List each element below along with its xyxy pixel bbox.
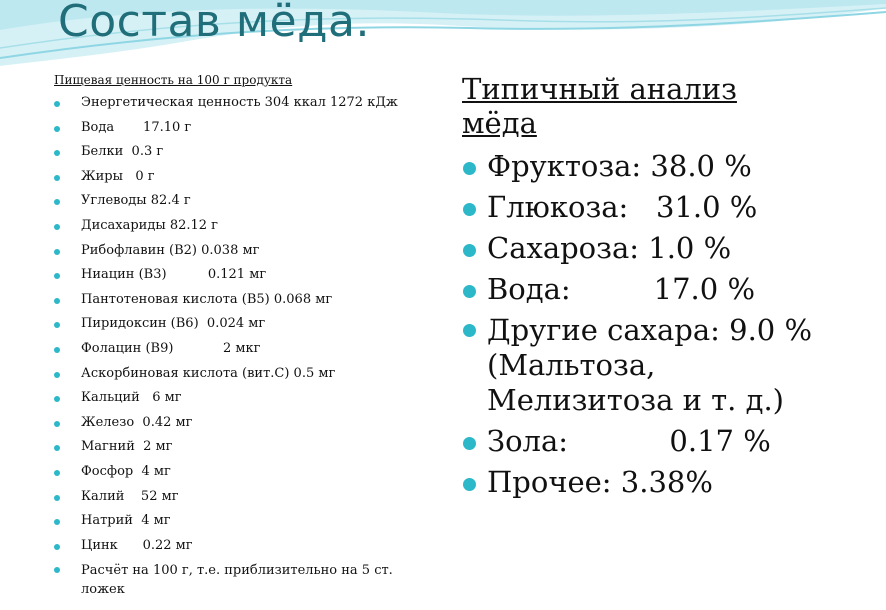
bullet-icon	[54, 175, 60, 181]
list-item: Фруктоза: 38.0 %	[460, 146, 880, 187]
bullet-icon	[54, 101, 60, 107]
nutrition-heading: Пищевая ценность на 100 г продукта	[54, 73, 293, 87]
analysis-list	[460, 146, 880, 503]
bullet-icon	[463, 437, 476, 450]
list-item: Цинк 0.22 мг	[50, 534, 440, 559]
list-item: Аскорбиновая кислота (вит.С) 0.5 мг	[50, 362, 440, 387]
bullet-icon	[463, 324, 476, 337]
list-item: Пиридоксин (B6) 0.024 мг	[50, 312, 440, 337]
list-item: Калий 52 мг	[50, 485, 440, 510]
bullet-icon	[54, 421, 60, 427]
bullet-icon	[54, 495, 60, 501]
bullet-icon	[463, 478, 476, 491]
bullet-icon	[54, 396, 60, 402]
list-item: Натрий 4 мг	[50, 509, 440, 534]
list-item: Углеводы 82.4 г	[50, 189, 440, 214]
bullet-icon	[54, 150, 60, 156]
list-item: Глюкоза: 31.0 %	[460, 187, 880, 228]
list-item: Жиры 0 г	[50, 165, 440, 190]
bullet-icon	[54, 298, 60, 304]
list-item: Дисахариды 82.12 г	[50, 214, 440, 239]
bullet-icon	[54, 470, 60, 476]
list-item: Энергетическая ценность 304 ккал 1272 кДж	[50, 91, 440, 116]
list-item: Пантотеновая кислота (B5) 0.068 мг	[50, 288, 440, 313]
list-item: Прочее: 3.38%	[460, 462, 880, 503]
slide-title: Состав мёда.	[58, 0, 370, 47]
bullet-icon	[54, 519, 60, 525]
list-item: Сахароза: 1.0 %	[460, 228, 880, 269]
bullet-icon	[54, 445, 60, 451]
list-item: Вода: 17.0 %	[460, 269, 880, 310]
list-item: Рибофлавин (B2) 0.038 мг	[50, 239, 440, 264]
bullet-icon	[463, 203, 476, 216]
bullet-icon	[54, 372, 60, 378]
list-item: Железо 0.42 мг	[50, 411, 440, 436]
bullet-icon	[54, 544, 60, 550]
nutrition-list	[50, 91, 440, 599]
bullet-icon	[54, 249, 60, 255]
bullet-icon	[54, 126, 60, 132]
bullet-icon	[463, 244, 476, 257]
analysis-heading: Типичный анализ мёда	[462, 72, 737, 140]
bullet-icon	[463, 285, 476, 298]
list-item: Фолацин (B9) 2 мкг	[50, 337, 440, 362]
list-item: Ниацин (B3) 0.121 мг	[50, 263, 440, 288]
bullet-icon	[54, 224, 60, 230]
list-item: Зола: 0.17 %	[460, 421, 880, 462]
list-item: Расчёт на 100 г, т.е. приблизительно на 5 ст. ложек	[50, 558, 421, 599]
list-item: Кальций 6 мг	[50, 386, 440, 411]
bullet-icon	[54, 273, 60, 279]
bullet-icon	[54, 199, 60, 205]
list-item: Фосфор 4 мг	[50, 460, 440, 485]
nutrition-panel	[50, 72, 440, 599]
list-item: Белки 0.3 г	[50, 140, 440, 165]
list-item: Магний 2 мг	[50, 435, 440, 460]
bullet-icon	[54, 347, 60, 353]
bullet-icon	[54, 322, 60, 328]
list-item: Вода 17.10 г	[50, 116, 440, 141]
bullet-icon	[54, 567, 60, 573]
analysis-panel	[460, 72, 880, 503]
list-item: Другие сахара: 9.0 % (Мальтоза, Мелизитоза и т. д.)	[460, 310, 880, 421]
bullet-icon	[463, 162, 476, 175]
